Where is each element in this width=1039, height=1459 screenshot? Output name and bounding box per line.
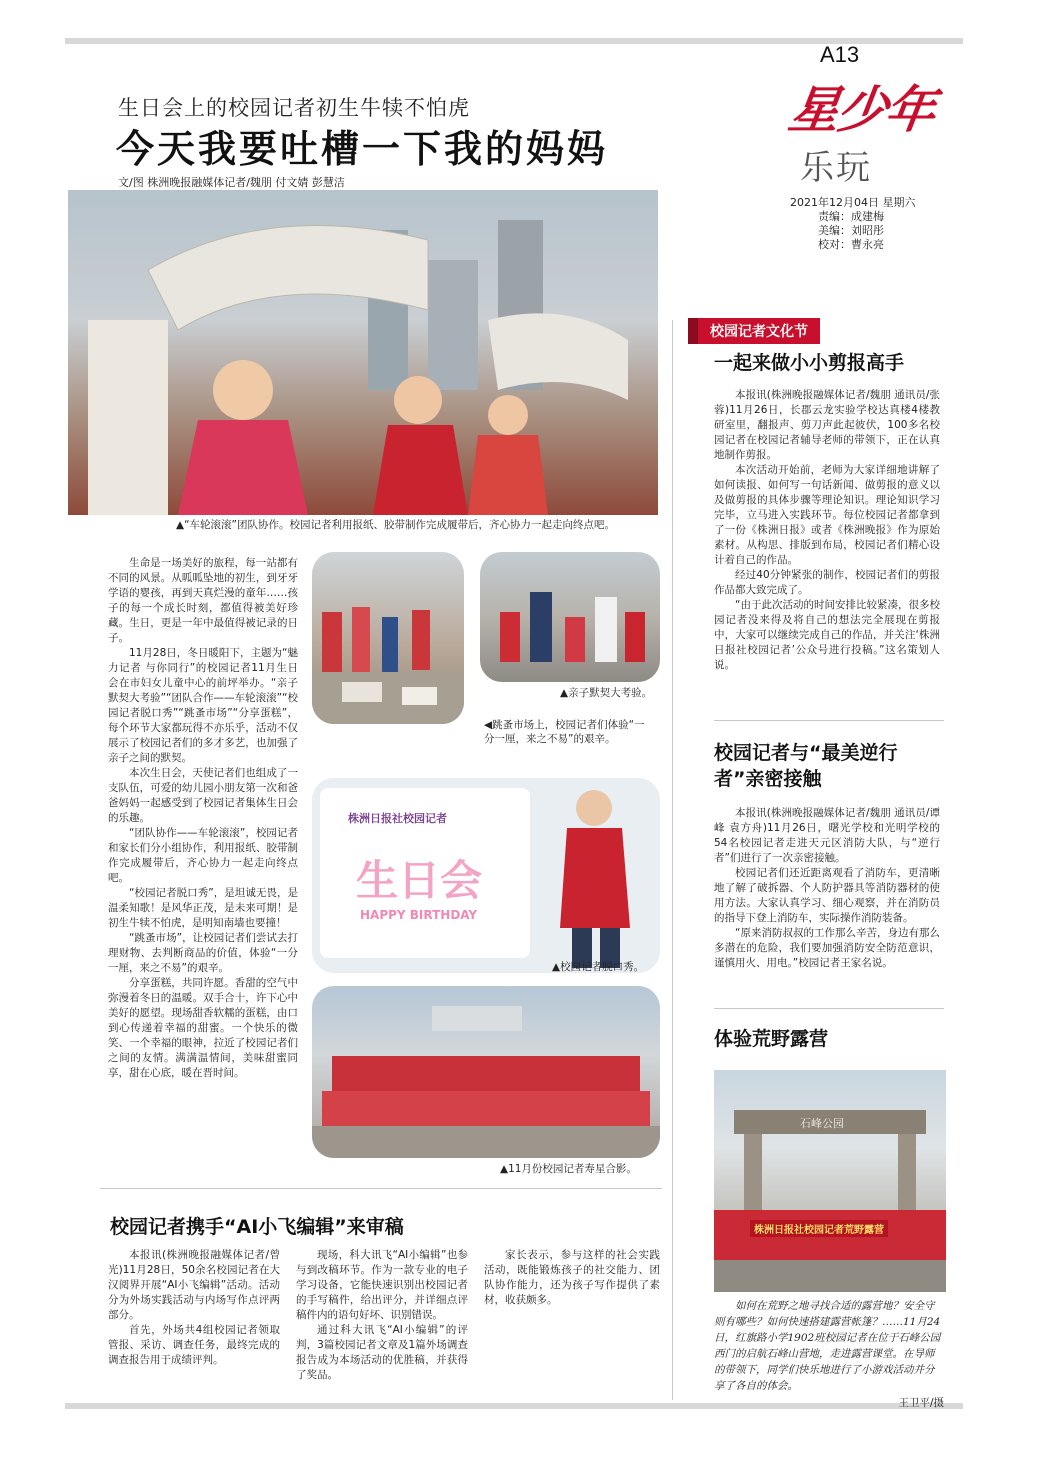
lead-paragraph: “团队协作——车轮滚滚”，校园记者和家长们分小组协作，利用报纸、胶带制作完成履带后，齐心协力一起走向终点吧。 <box>108 827 298 884</box>
ai-story-paragraph: 本报讯(株洲晚报融媒体记者/曾光)11月28日，50余名校园记者在大汉阅界开展“AI小飞编辑”活动。活动分为外场实践活动与内场写作点评两部分。 <box>108 1249 280 1321</box>
camp-text-block <box>714 1298 944 1410</box>
banner-header: 株洲日报社校园记者 <box>348 812 447 825</box>
group-caption: ▲11月份校园记者寿星合影。 <box>500 1163 637 1175</box>
ai-story-paragraph: 通过科大讯飞“AI小编辑”的评判，3篇校园记者文章及1篇外场调查报告成为本场活动的优胜稿，并获得了奖品。 <box>296 1324 468 1381</box>
story2-paragraph: 本报讯(株洲晚报融媒体记者/魏朋 通讯员/谭峰 袁方舟)11月26日，曙光学校和光明学校的54名校园记者走进天元区消防大队，与“逆行者”们进行了一次亲密接触。 <box>714 807 940 864</box>
flea-market-caption: ◀跳蚤市场上，校园记者们体验“一分一厘，来之不易”的艰辛。 <box>484 719 645 745</box>
ai-story-paragraph: 家长表示，参与这样的社会实践活动，既能锻炼孩子的社交能力、团队协作能力，还为孩子写作提供了素材，收获颇多。 <box>484 1249 660 1306</box>
lead-paragraph: “校园记者脱口秀”，是坦诚无畏，是温柔知歌！是风华正茂，是未来可期！是初生牛犊不怕虎，是明知南墙也要撞！ <box>108 887 298 929</box>
story1-paragraph: 本报讯(株洲晚报融媒体记者/魏朋 通讯员/张蓉)11月26日，长郡云龙实验学校达真楼4楼教研室里，翻报声、剪刀声此起彼伏，100多名校园记者在校园记者辅导老师的带领下，正在认真地制作剪报。 <box>714 389 940 461</box>
banner-small-text: HAPPY BIRTHDAY <box>360 908 478 922</box>
lead-paragraph: 本次生日会，天使记者们也组成了一支队伍，可爱的幼儿园小朋友第一次和爸爸妈妈一起感受到了校园记者集体生日会的乐趣。 <box>108 767 298 824</box>
camp-credit: 王卫平/摄 <box>898 1397 944 1409</box>
brand-logo <box>785 70 939 142</box>
ai-story-title: 校园记者携手“AI小飞编辑”来审稿 <box>110 1216 404 1238</box>
proofreader-credit: 校对：曹永亮 <box>818 238 884 251</box>
story2-paragraph: 校园记者们还近距离观看了消防车，更清晰地了解了破拆器、个人防护器具等消防器材的使用方法。大家认真学习、细心观察，并在消防员的指导下登上消防车，实际操作消防装备。 <box>714 867 940 924</box>
main-photo-caption: ▲“车轮滚滚”团队协作。校园记者利用报纸、胶带制作完成履带后，齐心协力一起走向终点吧。 <box>176 519 615 531</box>
lead-title: 今天我要吐槽一下我的妈妈 <box>116 127 609 171</box>
main-photo-illustration <box>68 190 658 515</box>
story-divider <box>714 1008 944 1009</box>
banner-big-text: 生日会 <box>356 856 483 905</box>
lead-paragraph: 11月28日，冬日暖阳下，主题为“魅力记者 与你同行”的校园记者11月生日会在市妇女儿童中心的前坪举办。“亲子默契大考验”“团队合作——车轮滚滚”“校园记者脱口秀”“跳蚤市场”“分享蛋糕”，每个环节大家都玩得不亦乐乎，活动不仅展示了校园记者们的多才多艺，也加强了亲子之间的默契。 <box>108 647 298 764</box>
talk-show-photo <box>312 778 660 973</box>
right-column-divider <box>672 320 673 1400</box>
issue-date: 2021年12月04日 星期六 <box>790 196 916 209</box>
talk-show-caption: ▲校园记者脱口秀。 <box>552 961 645 973</box>
camp-banner: 株洲日报社校园记者荒野露营 <box>750 1220 888 1237</box>
ai-story-col3 <box>484 1248 660 1308</box>
brand-logo-text: 星少年 <box>785 80 938 139</box>
issue-meta <box>790 196 916 252</box>
camp-photo-illustration <box>714 1070 946 1292</box>
talk-show-illustration <box>312 778 660 973</box>
parent-child-photo <box>480 552 660 682</box>
ai-story-col1 <box>108 1248 280 1368</box>
ai-story-paragraph: 现场，科大讯飞“AI小编辑”也参与到改稿环节。作为一款专业的电子学习设备，它能快速识别出校园记者的手写稿件，给出评分，并详细点评稿件内的语句好坏、识别错误。 <box>296 1249 468 1321</box>
camp-text: 如何在荒野之地寻找合适的露营地？安全守则有哪些？如何快速搭建露营帐篷？……11月24日，红旗路小学1902班校园记者在位于石峰公园西门的启航石峰山营地，走进露营课堂。在导师的带领下，同学们快乐地进行了小游戏活动并分享了各自的体会。 <box>714 1300 941 1392</box>
lower-divider <box>100 1188 662 1189</box>
lead-paragraph: 生命是一场美好的旅程，每一站都有不同的风景。从呱呱坠地的初生，到牙牙学语的婴孩，再到天真烂漫的童年……孩子的每一个成长时刻，都值得被美好珍藏。生日，更是一年中最值得被记录的日子。 <box>108 557 298 644</box>
section-name: 乐玩 <box>800 148 872 188</box>
group-photo-illustration <box>312 986 660 1158</box>
editor-credit: 责编：成建梅 <box>818 210 884 223</box>
parent-child-caption: ▲亲子默契大考验。 <box>560 687 653 699</box>
flea-market-photo <box>312 552 464 724</box>
story3-title: 体验荒野露营 <box>714 1028 829 1050</box>
lead-body <box>108 556 298 1081</box>
lead-byline: 文/图 株洲晚报融媒体记者/魏朋 付文婧 彭慧洁 <box>118 176 345 189</box>
story-divider <box>714 720 944 721</box>
camp-photo <box>714 1070 946 1292</box>
story1-paragraph: 经过40分钟紧张的制作，校园记者们的剪报作品都大致完成了。 <box>714 569 940 596</box>
story2-title: 校园记者与“最美逆行者”亲密接触 <box>714 742 898 790</box>
lead-subtitle: 生日会上的校园记者初生牛犊不怕虎 <box>118 96 470 120</box>
page-number: A13 <box>820 42 860 67</box>
ai-story-col2 <box>296 1248 468 1383</box>
parent-child-illustration <box>480 552 660 682</box>
story2-body <box>714 806 940 971</box>
culture-tag: 校园记者文化节 <box>688 318 820 344</box>
lead-paragraph: “跳蚤市场”，让校园记者们尝试去打理财物、去判断商品的价值，体验“一分一厘，来之不易”的艰辛。 <box>108 932 298 974</box>
lead-paragraph: 分享蛋糕，共同许愿。香甜的空气中弥漫着冬日的温暖。双手合十，许下心中美好的愿望。现场甜香软糯的蛋糕，由口到心传递着幸福的甜蜜。一个快乐的微笑、一个幸福的眼神，拉近了校园记者们之间的友情。满满温情间，美味甜蜜同享，甜在心底，暖在晋时间。 <box>108 977 298 1079</box>
designer-credit: 美编：刘昭彤 <box>818 224 884 237</box>
flea-market-illustration <box>312 552 464 724</box>
group-photo <box>312 986 660 1158</box>
camp-gate-sign: 石峰公园 <box>800 1117 844 1130</box>
story1-paragraph: 本次活动开始前，老师为大家详细地讲解了如何读报、如何写一句话新闻、做剪报的意义以及做剪报的具体步骤等理论知识。理论知识学习完毕，立马进入实践环节。每位校园记者都拿到了一份《株洲日报》或者《株洲晚报》作为原始素材。从构思、排版到布局，校园记者们精心设计着自己的作品。 <box>714 464 940 566</box>
ai-story-paragraph: 首先，外场共4组校园记者领取管报、采访、调查任务，最终完成的调查报告用于成绩评判。 <box>108 1324 280 1366</box>
story2-paragraph: “原来消防叔叔的工作那么辛苦，身边有那么多潜在的危险，我们要加强消防安全防范意识，谨慎用火、用电。”校园记者王家名说。 <box>714 927 940 969</box>
main-photo <box>68 190 658 515</box>
story1-title: 一起来做小小剪报高手 <box>714 352 905 374</box>
story1-body <box>714 388 940 673</box>
story1-paragraph: “由于此次活动的时间安排比较紧凑，很多校园记者没来得及将自己的想法完全展现在剪报中，大家可以继续完成自己的作品，并关注‘株洲日报社校园记者’公众号进行投稿。”这名策划人说。 <box>714 599 940 671</box>
